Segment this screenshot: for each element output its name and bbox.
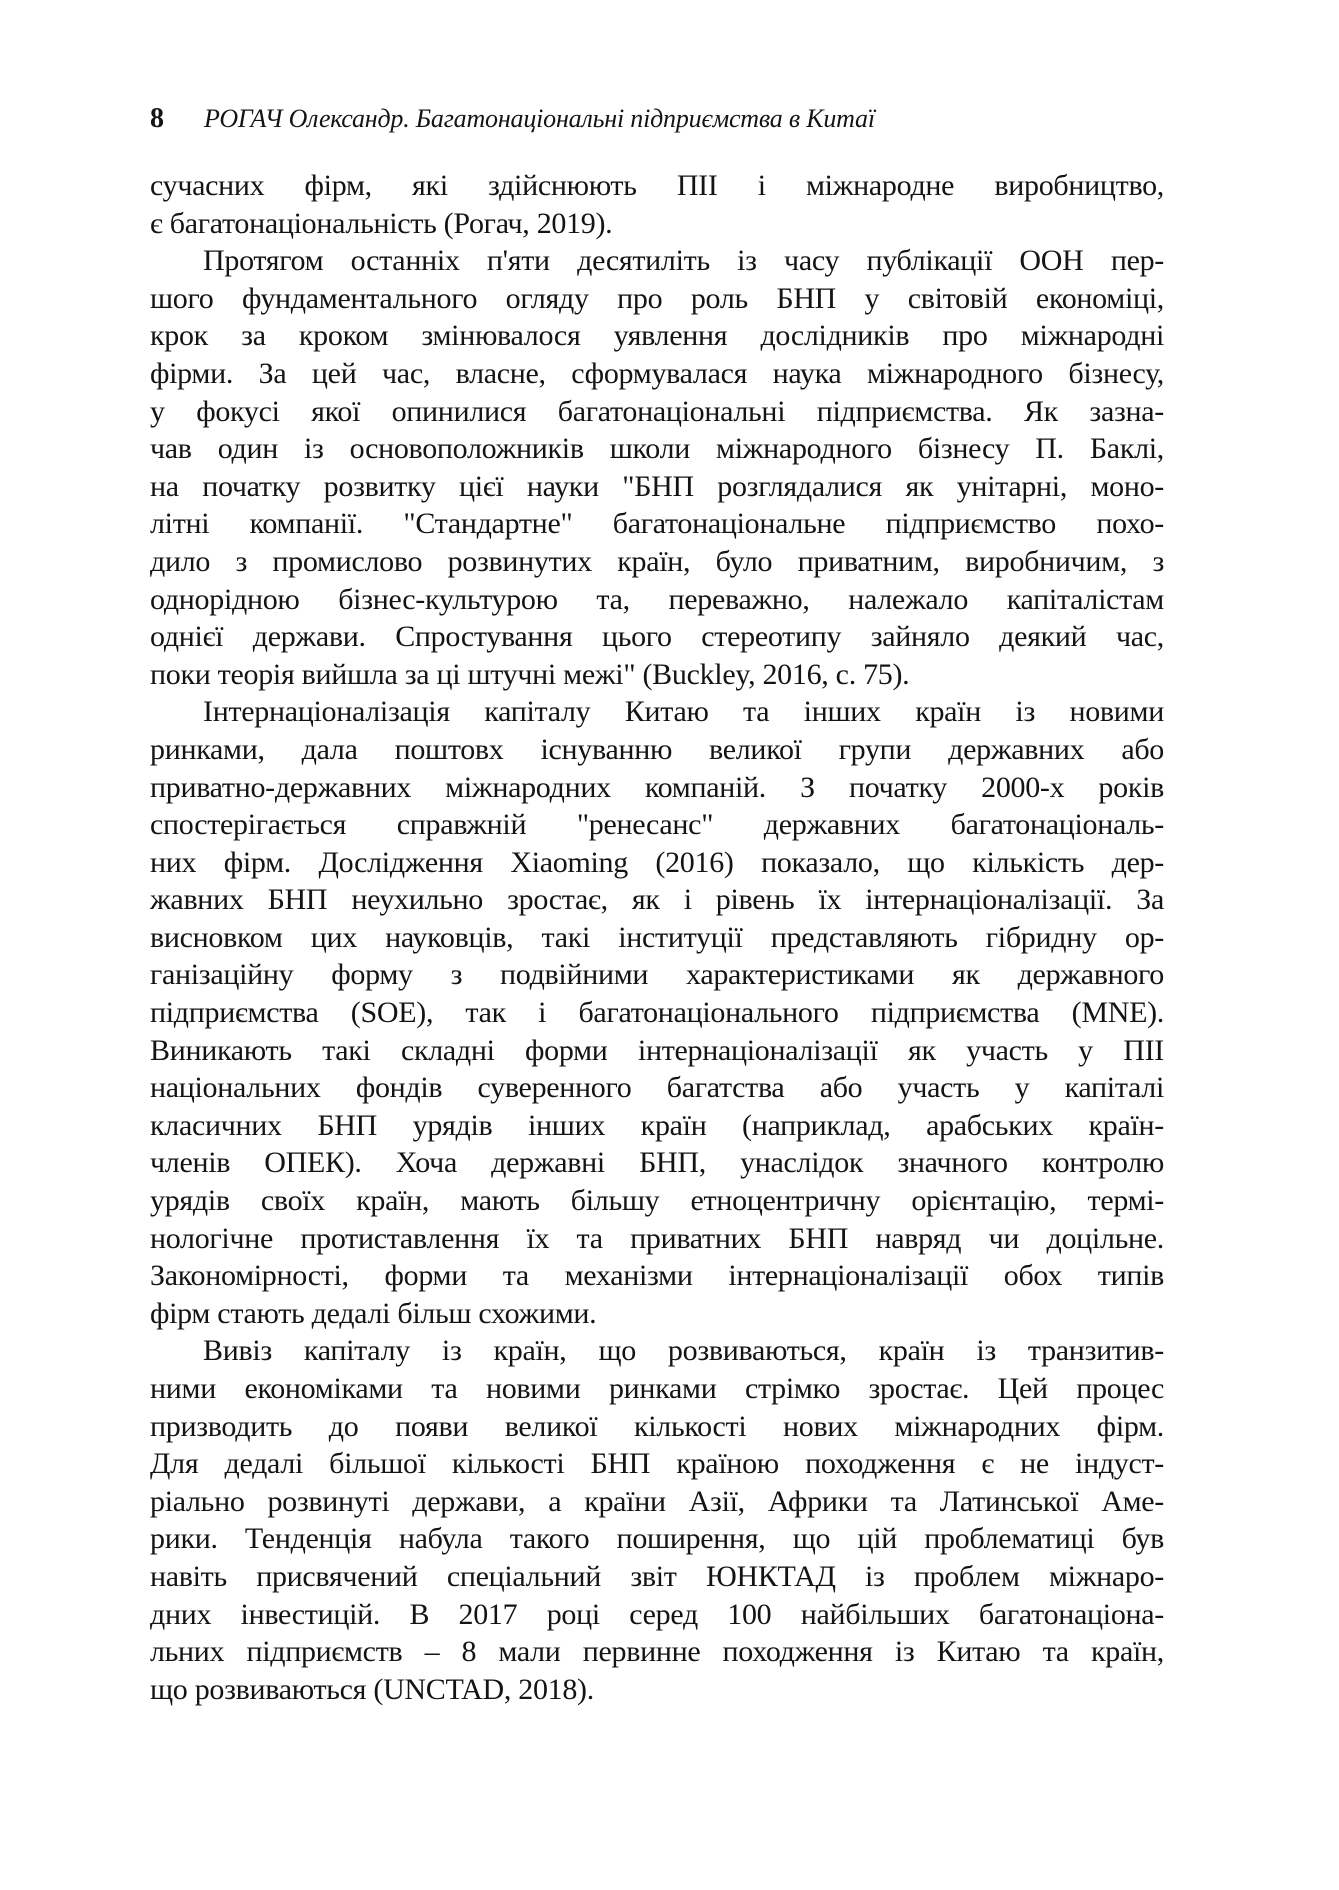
text-line: крок за кроком змінювалося уявлення дослідників про міжнародні xyxy=(150,319,1164,353)
text-line: висновком цих науковців, такі інституції представляють гібридну ор- xyxy=(150,920,1164,954)
text-line: нологічне протиставлення їх та приватних БНП навряд чи доцільне. xyxy=(150,1221,1164,1255)
text-line: сучасних фірм, які здійснюють ПІІ і міжнародне виробництво, xyxy=(150,169,1164,202)
text-line: ганізаційну форму з подвійними характеристиками як державного xyxy=(150,958,1164,992)
text-line: Вивіз капіталу із країн, що розвиваються, країн із транзитив- xyxy=(203,1334,1164,1368)
text-line: однорідною бізнес-культурою та, переважно, належало капіталістам xyxy=(150,582,1164,616)
text-line: урядів своїх країн, мають більшу етноцентричну орієнтацію, термі- xyxy=(150,1184,1164,1218)
text-line: на початку розвитку цієї науки "БНП розглядалися як унітарні, моно- xyxy=(150,469,1164,503)
text-line: класичних БНП урядів інших країн (наприклад, арабських країн- xyxy=(150,1108,1164,1142)
text-line: ринками, дала поштовх існуванню великої групи державних або xyxy=(150,732,1164,766)
paragraph xyxy=(150,693,1164,1332)
text-line: них фірм. Дослідження Xiaoming (2016) показало, що кількість дер- xyxy=(150,845,1164,879)
text-line: є багатонаціональність (Рогач, 2019). xyxy=(150,206,613,240)
text-line: жавних БНП неухильно зростає, як і рівень їх інтернаціоналізації. За xyxy=(150,883,1164,917)
text-line: літні компанії. "Стандартне" багатонаціональне підприємство похо- xyxy=(150,507,1164,541)
text-line: фірм стають дедалі більш схожими. xyxy=(150,1296,597,1330)
running-title: РОГАЧ Олександр. Багатонаціональні підприємства в Китаї xyxy=(204,104,875,133)
paragraph xyxy=(150,167,1164,242)
page-number: 8 xyxy=(150,103,164,134)
text-line: підприємства (SOE), так і багатонаціонального підприємства (MNE). xyxy=(150,996,1164,1030)
text-line: чав один із основоположників школи міжнародного бізнесу П. Баклі, xyxy=(150,432,1164,466)
text-line: у фокусі якої опинилися багатонаціональні підприємства. Як зазна- xyxy=(150,394,1164,428)
text-line: однієї держави. Спростування цього стереотипу зайняло деякий час, xyxy=(150,620,1164,654)
text-line: фірми. За цей час, власне, сформувалася наука міжнародного бізнесу, xyxy=(150,356,1164,390)
text-line: що розвиваються (UNCTAD, 2018). xyxy=(150,1672,594,1706)
text-line: Виникають такі складні форми інтернаціоналізації як участь у ПІІ xyxy=(150,1033,1164,1067)
text-line: призводить до появи великої кількості нових міжнародних фірм. xyxy=(150,1409,1164,1443)
text-line: ріально розвинуті держави, а країни Азії, Африки та Латинської Аме- xyxy=(150,1484,1164,1518)
body-text xyxy=(150,167,1164,1708)
text-line: Протягом останніх п'яти десятиліть із часу публікації ООН пер- xyxy=(203,244,1164,278)
text-line: ними економіками та новими ринками стрімко зростає. Цей процес xyxy=(150,1372,1164,1405)
text-line: рики. Тенденція набула такого поширення, що цій проблематиці був xyxy=(150,1522,1164,1556)
text-line: поки теорія вийшла за ці штучні межі" (Buckley, 2016, с. 75). xyxy=(150,657,910,691)
text-line: національних фондів суверенного багатства або участь у капіталі xyxy=(150,1071,1164,1105)
text-line: навіть присвячений спеціальний звіт ЮНКТАД із проблем міжнаро- xyxy=(150,1559,1164,1593)
text-line: дило з промислово розвинутих країн, було приватним, виробничим, з xyxy=(150,544,1164,578)
text-line: спостерігається справжній "ренесанс" державних багатонаціональ- xyxy=(150,808,1164,842)
text-line: Для дедалі більшої кількості БНП країною походження є не індуст- xyxy=(150,1447,1164,1481)
text-line: шого фундаментального огляду про роль БНП у світовій економіці, xyxy=(150,281,1164,315)
text-line: приватно-державних міжнародних компаній. З початку 2000-х років xyxy=(150,770,1164,804)
text-line: Інтернаціоналізація капіталу Китаю та інших країн із новими xyxy=(203,695,1164,729)
text-line: членів ОПЕК). Хоча державні БНП, унаслідок значного контролю xyxy=(150,1146,1164,1180)
paragraph xyxy=(150,242,1164,693)
text-line: дних інвестицій. В 2017 році серед 100 найбільших багатонаціона- xyxy=(150,1597,1164,1631)
text-line: льних підприємств – 8 мали первинне походження із Китаю та країн, xyxy=(150,1635,1164,1669)
paragraph xyxy=(150,1332,1164,1708)
page-header xyxy=(150,103,1164,135)
text-line: Закономірності, форми та механізми інтернаціоналізації обох типів xyxy=(150,1259,1164,1293)
